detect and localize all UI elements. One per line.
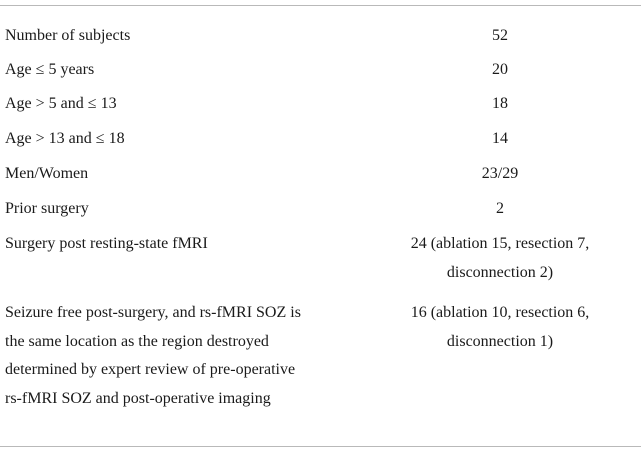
row-value-line: 20 [492, 61, 508, 78]
row-label-line: Prior surgery [5, 200, 89, 217]
row-value-line: disconnection 1) [446, 332, 554, 350]
row-label-line: Seizure free post-surgery, and rs-fMRI SOZ is [5, 304, 301, 321]
row-value-line: 24 (ablation 15, resection 7, [410, 235, 590, 252]
row-value [360, 125, 640, 154]
row-value-line: disconnection 2) [446, 263, 554, 281]
row-label-line: the same location as the region destroyed [5, 332, 269, 350]
row-value [360, 22, 640, 51]
row-value [360, 230, 640, 287]
row-label-line: Number of subjects [5, 27, 131, 44]
row-label-line: Age ≤ 5 years [5, 61, 95, 78]
row-value-line: 16 (ablation 10, resection 6, [410, 304, 590, 321]
row-label-line: rs-fMRI SOZ and post-operative imaging [5, 389, 271, 407]
table-top-rule [0, 5, 641, 6]
row-value [360, 195, 640, 224]
row-value [360, 90, 640, 119]
table-bottom-rule [0, 446, 641, 447]
row-label [5, 195, 365, 224]
row-label-line: determined by expert review of pre-operative [5, 361, 296, 378]
row-value-line: 18 [492, 95, 508, 112]
row-value-line: 14 [492, 130, 508, 147]
row-label [5, 299, 365, 413]
row-label [5, 22, 365, 51]
row-label-line: Surgery post resting-state fMRI [5, 235, 208, 252]
row-value-line: 52 [492, 27, 508, 44]
row-value-line: 2 [496, 200, 504, 217]
row-value [360, 56, 640, 85]
row-label-line: Men/Women [5, 165, 89, 182]
row-label-line: Age > 13 and ≤ 18 [5, 130, 125, 147]
row-label [5, 90, 365, 119]
row-label [5, 160, 365, 189]
row-label-line: Age > 5 and ≤ 13 [5, 95, 117, 112]
row-value [360, 299, 640, 356]
row-value-line: 23/29 [481, 165, 519, 182]
row-label [5, 125, 365, 154]
row-label [5, 230, 365, 259]
row-label [5, 56, 365, 85]
row-value [360, 160, 640, 189]
